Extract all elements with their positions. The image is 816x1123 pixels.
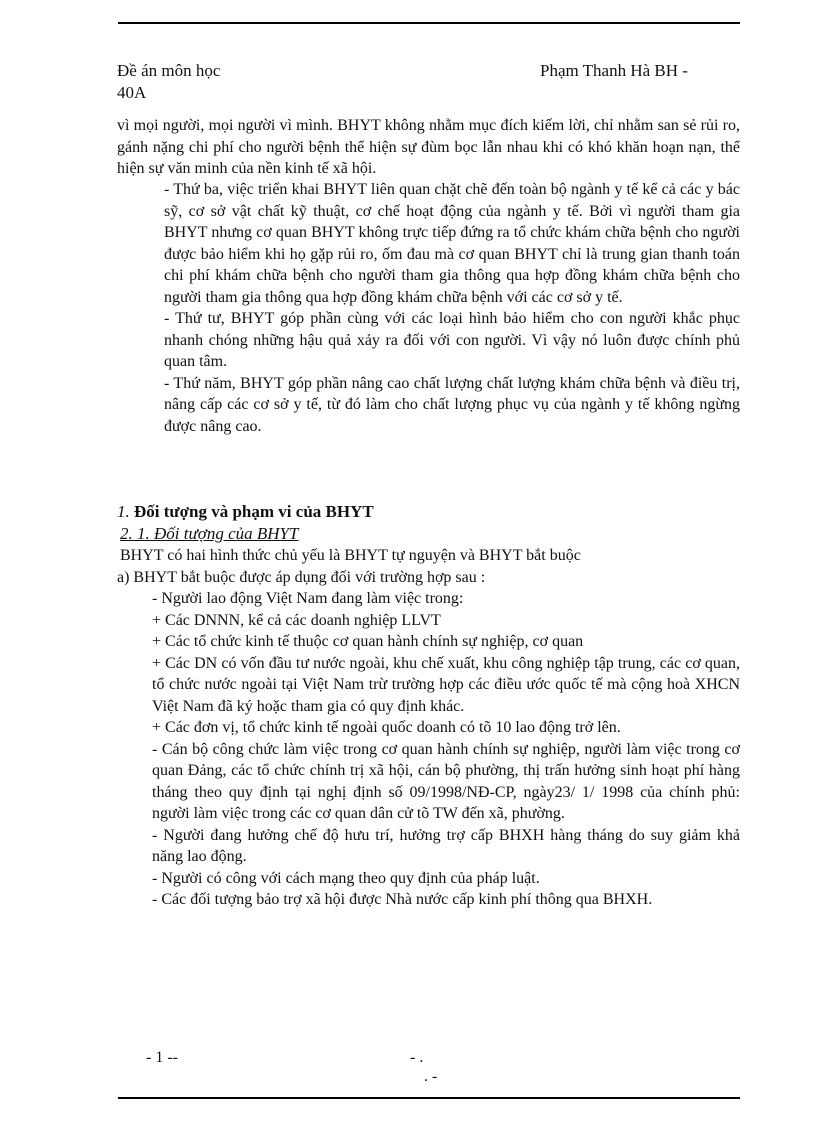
point-item-fourth: - Thứ tư, BHYT góp phần cùng với các loại hình bảo hiểm cho con người khắc phục nhanh chóng những hậu quả xảy ra đối với con người. Vì vậy nó luôn được chính phủ quan tâm. xyxy=(164,310,740,370)
section-heading xyxy=(117,501,374,523)
footer-mark: - . xyxy=(410,1049,424,1066)
subject-item: - Người lao động Việt Nam đang làm việc trong: xyxy=(152,590,464,607)
point-item-third: - Thứ ba, việc triển khai BHYT liên quan chặt chẽ đến toàn bộ ngành y tế kể cả các y bác sỹ, cơ sở vật chất kỹ thuật, cơ chế hoạt động của ngành y tế. Bởi vì người tham gia BHYT nhưng cơ quan BHYT không trực tiếp đứng ra tổ chức khám chữa bệnh cho người được bảo hiểm khi họ gặp rủi ro, ốm đau mà cơ quan BHYT chỉ là trung gian thanh toán chi phí khám chữa bệnh cho người tham gia thông qua hợp đồng khám chữa bệnh cho người tham gia thông qua hợp đồng khám chữa bệnh với các cơ sở y tế. xyxy=(164,181,740,306)
subject-item: + Các tổ chức kinh tế thuộc cơ quan hành chính sự nghiệp, cơ quan xyxy=(152,633,584,650)
page-number: - 1 -- xyxy=(146,1049,178,1066)
subjects-list xyxy=(152,588,740,911)
point-item-fifth: - Thứ năm, BHYT góp phần nâng cao chất lượng chất lượng khám chữa bệnh và điều trị, nâng cấp các cơ sở y tế, từ đó làm cho chất lượng phục vụ của ngành y tế không ngừng được nâng cao. xyxy=(164,374,740,435)
header-left xyxy=(117,60,220,104)
bottom-rule xyxy=(118,1097,740,1099)
forms-sentence: BHYT có hai hình thức chủ yếu là BHYT tự nguyện và BHYT bắt buộc xyxy=(120,547,581,564)
header-author: Phạm Thanh Hà BH - xyxy=(540,61,688,80)
section-title: Đối tượng và phạm vi của BHYT xyxy=(134,502,374,521)
subject-item: - Cán bộ công chức làm việc trong cơ quan hành chính sự nghiệp, người làm việc trong cơ quan Đảng, các tổ chức chính trị xã hội, cán bộ phường, thị trấn hưởng sinh hoạt phí hàng tháng theo quy định tại nghị định số 09/1998/NĐ-CP, ngày23/ 1/ 1998 của chính phủ: người làm việc trong các cơ quan dân cử tõ TW đến xã, phường. xyxy=(152,740,740,822)
subject-item: - Các đối tượng bảo trợ xã hội được Nhà nước cấp kinh phí thông qua BHXH. xyxy=(152,891,653,908)
section-number: 1. xyxy=(117,502,130,521)
subsection-heading: 2. 1. Đối tượng của BHYT xyxy=(120,524,299,543)
subject-item: + Các DN có vốn đầu tư nước ngoài, khu chế xuất, khu công nghiệp tập trung, các cơ quan, tổ chức nước ngoài tại Việt Nam trừ trường hợp các điều ước quốc tế mà cộng hoà XHCN Việt Nam đã ký hoặc tham gia có quy định khác. xyxy=(152,654,740,715)
subject-item: - Người có công với cách mạng theo quy định của pháp luật. xyxy=(152,869,540,887)
header-class-code: 40A xyxy=(117,83,147,102)
item-a: a) BHYT bắt buộc được áp dụng đối với trường hợp sau : xyxy=(117,569,486,586)
header-course-title: Đề án môn học xyxy=(117,61,221,80)
subject-item: + Các DNNN, kể cả các doanh nghiệp LLVT xyxy=(152,611,441,629)
points-list xyxy=(164,179,740,437)
subject-item: - Người đang hưởng chế độ hưu trí, hưởng trợ cấp BHXH hàng tháng do suy giảm khả năng lao động. xyxy=(152,826,740,865)
top-rule xyxy=(118,22,740,24)
subject-item: + Các đơn vị, tổ chức kinh tế ngoài quốc doanh có tõ 10 lao động trở lên. xyxy=(152,719,621,736)
intro-paragraph: vì mọi người, mọi người vì mình. BHYT không nhằm mục đích kiếm lời, chỉ nhằm san sẻ rủi ro, gánh nặng chi phí cho người bệnh thể hiện sự đùm bọc lẫn nhau khi có khó khăn hoạn nạn, thể hiện sự văn minh của nền kinh tế xã hội. xyxy=(117,117,740,177)
footer-mark: . - xyxy=(424,1068,438,1085)
